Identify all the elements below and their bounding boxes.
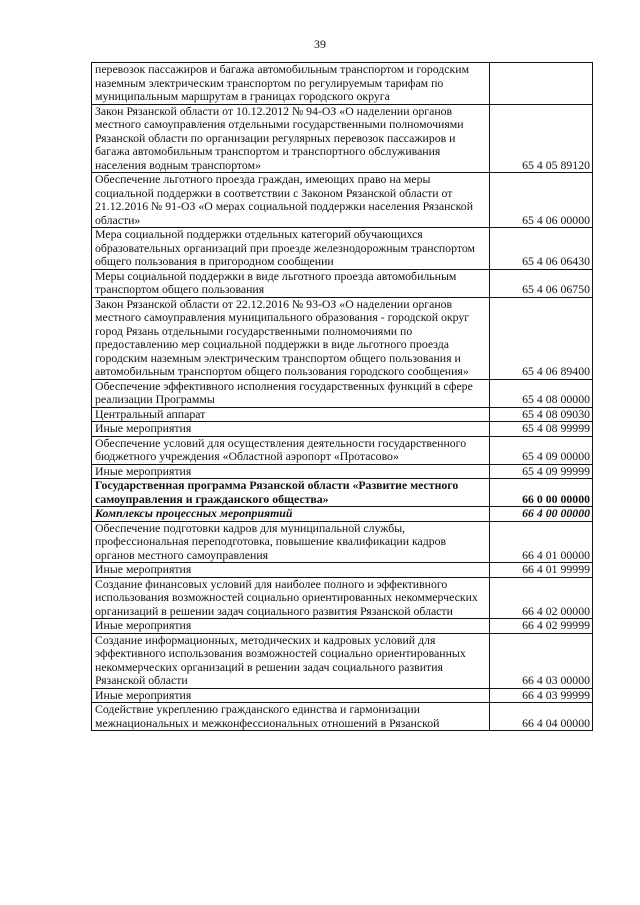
table-row — [92, 297, 593, 379]
row-name: Создание информационных, методических и кадровых условий для эффективного использования возможностей социально ориентированных некоммерческих организаций в решении задач социального развития Рязанской области — [92, 633, 490, 688]
table-row — [92, 379, 593, 407]
row-code: 65 4 09 00000 — [490, 436, 593, 464]
section-title: Комплексы процессных мероприятий — [92, 507, 490, 522]
section-code: 66 4 00 00000 — [490, 507, 593, 522]
row-name: Закон Рязанской области от 10.12.2012 № 94-ОЗ «О наделении органов местного самоуправления отдельными государственными полномочиями Рязанской области по организации регулярных перевозок пассажиров и багажа автомобильным транспортом и транспортного обслуживания населения водным транспортом» — [92, 104, 490, 173]
table-row — [92, 633, 593, 688]
table-row — [92, 688, 593, 703]
table-row — [92, 436, 593, 464]
table-row — [92, 407, 593, 422]
row-code: 66 4 01 00000 — [490, 521, 593, 563]
program-title: Государственная программа Рязанской области «Развитие местного самоуправления и гражданского общества» — [92, 479, 490, 507]
row-name: перевозок пассажиров и багажа автомобильным транспортом и городским наземным электрическим транспортом по регулируемым тарифам по муниципальным маршрутам в границах городского округа — [92, 63, 490, 105]
row-name: Мера социальной поддержки отдельных категорий обучающихся образовательных организаций при проезде железнодорожным транспортом общего пользования в пригородном сообщении — [92, 228, 490, 270]
row-code: 65 4 05 89120 — [490, 104, 593, 173]
row-name: Обеспечение условий для осуществления деятельности государственного бюджетного учреждения «Областной аэропорт «Протасово» — [92, 436, 490, 464]
row-name: Обеспечение подготовки кадров для муниципальной службы, профессиональная переподготовка, повышение квалификации кадров органов местного самоуправления — [92, 521, 490, 563]
row-name: Центральный аппарат — [92, 407, 490, 422]
row-name: Создание финансовых условий для наиболее полного и эффективного использования возможностей социально ориентированных некоммерческих организаций в решении задач социального развития Рязанской области — [92, 577, 490, 619]
table-body — [92, 63, 593, 731]
section-header-row — [92, 507, 593, 522]
table-row — [92, 422, 593, 437]
row-name: Закон Рязанской области от 22.12.2016 № 93-ОЗ «О наделении органов местного самоуправления муниципального образования - городской округ город Рязань отдельными государственными полномочиями по предоставлению мер социальной поддержки в виде льготного проезда городским наземным электрическим транспортом общего пользования и автомобильным транспортом общего пользования городского сообщения» — [92, 297, 490, 379]
row-code: 66 4 01 99999 — [490, 563, 593, 578]
row-name: Иные мероприятия — [92, 563, 490, 578]
table-row — [92, 269, 593, 297]
program-code: 66 0 00 00000 — [490, 479, 593, 507]
row-name: Иные мероприятия — [92, 619, 490, 634]
row-code: 65 4 08 09030 — [490, 407, 593, 422]
row-name: Обеспечение льготного проезда граждан, имеющих право на меры социальной поддержки в соответствии с Законом Рязанской области от 21.12.2016 № 91-ОЗ «О мерах социальной поддержки населения Рязанской области» — [92, 173, 490, 228]
row-code: 66 4 03 00000 — [490, 633, 593, 688]
row-code: 65 4 08 99999 — [490, 422, 593, 437]
table-row — [92, 104, 593, 173]
row-name: Содействие укреплению гражданского единства и гармонизации межнациональных и межконфессиональных отношений в Рязанской — [92, 703, 490, 731]
row-code: 65 4 08 00000 — [490, 379, 593, 407]
row-code: 65 4 06 89400 — [490, 297, 593, 379]
row-code: 66 4 02 99999 — [490, 619, 593, 634]
row-name: Иные мероприятия — [92, 688, 490, 703]
page-number: 39 — [314, 37, 326, 51]
row-code: 65 4 06 00000 — [490, 173, 593, 228]
row-code: 65 4 06 06750 — [490, 269, 593, 297]
row-code — [490, 63, 593, 105]
row-name: Иные мероприятия — [92, 422, 490, 437]
budget-classification-table — [91, 62, 593, 731]
row-code: 65 4 09 99999 — [490, 464, 593, 479]
program-header-row — [92, 479, 593, 507]
table-row — [92, 173, 593, 228]
table-row — [92, 563, 593, 578]
row-name: Обеспечение эффективного исполнения государственных функций в сфере реализации Программы — [92, 379, 490, 407]
row-name: Меры социальной поддержки в виде льготного проезда автомобильным транспортом общего пользования — [92, 269, 490, 297]
row-code: 66 4 04 00000 — [490, 703, 593, 731]
table-row — [92, 228, 593, 270]
table-row — [92, 464, 593, 479]
row-code: 66 4 02 00000 — [490, 577, 593, 619]
table-row — [92, 521, 593, 563]
row-name: Иные мероприятия — [92, 464, 490, 479]
row-code: 65 4 06 06430 — [490, 228, 593, 270]
table-row — [92, 619, 593, 634]
table-row — [92, 577, 593, 619]
row-code: 66 4 03 99999 — [490, 688, 593, 703]
table-row — [92, 703, 593, 731]
table-row — [92, 63, 593, 105]
